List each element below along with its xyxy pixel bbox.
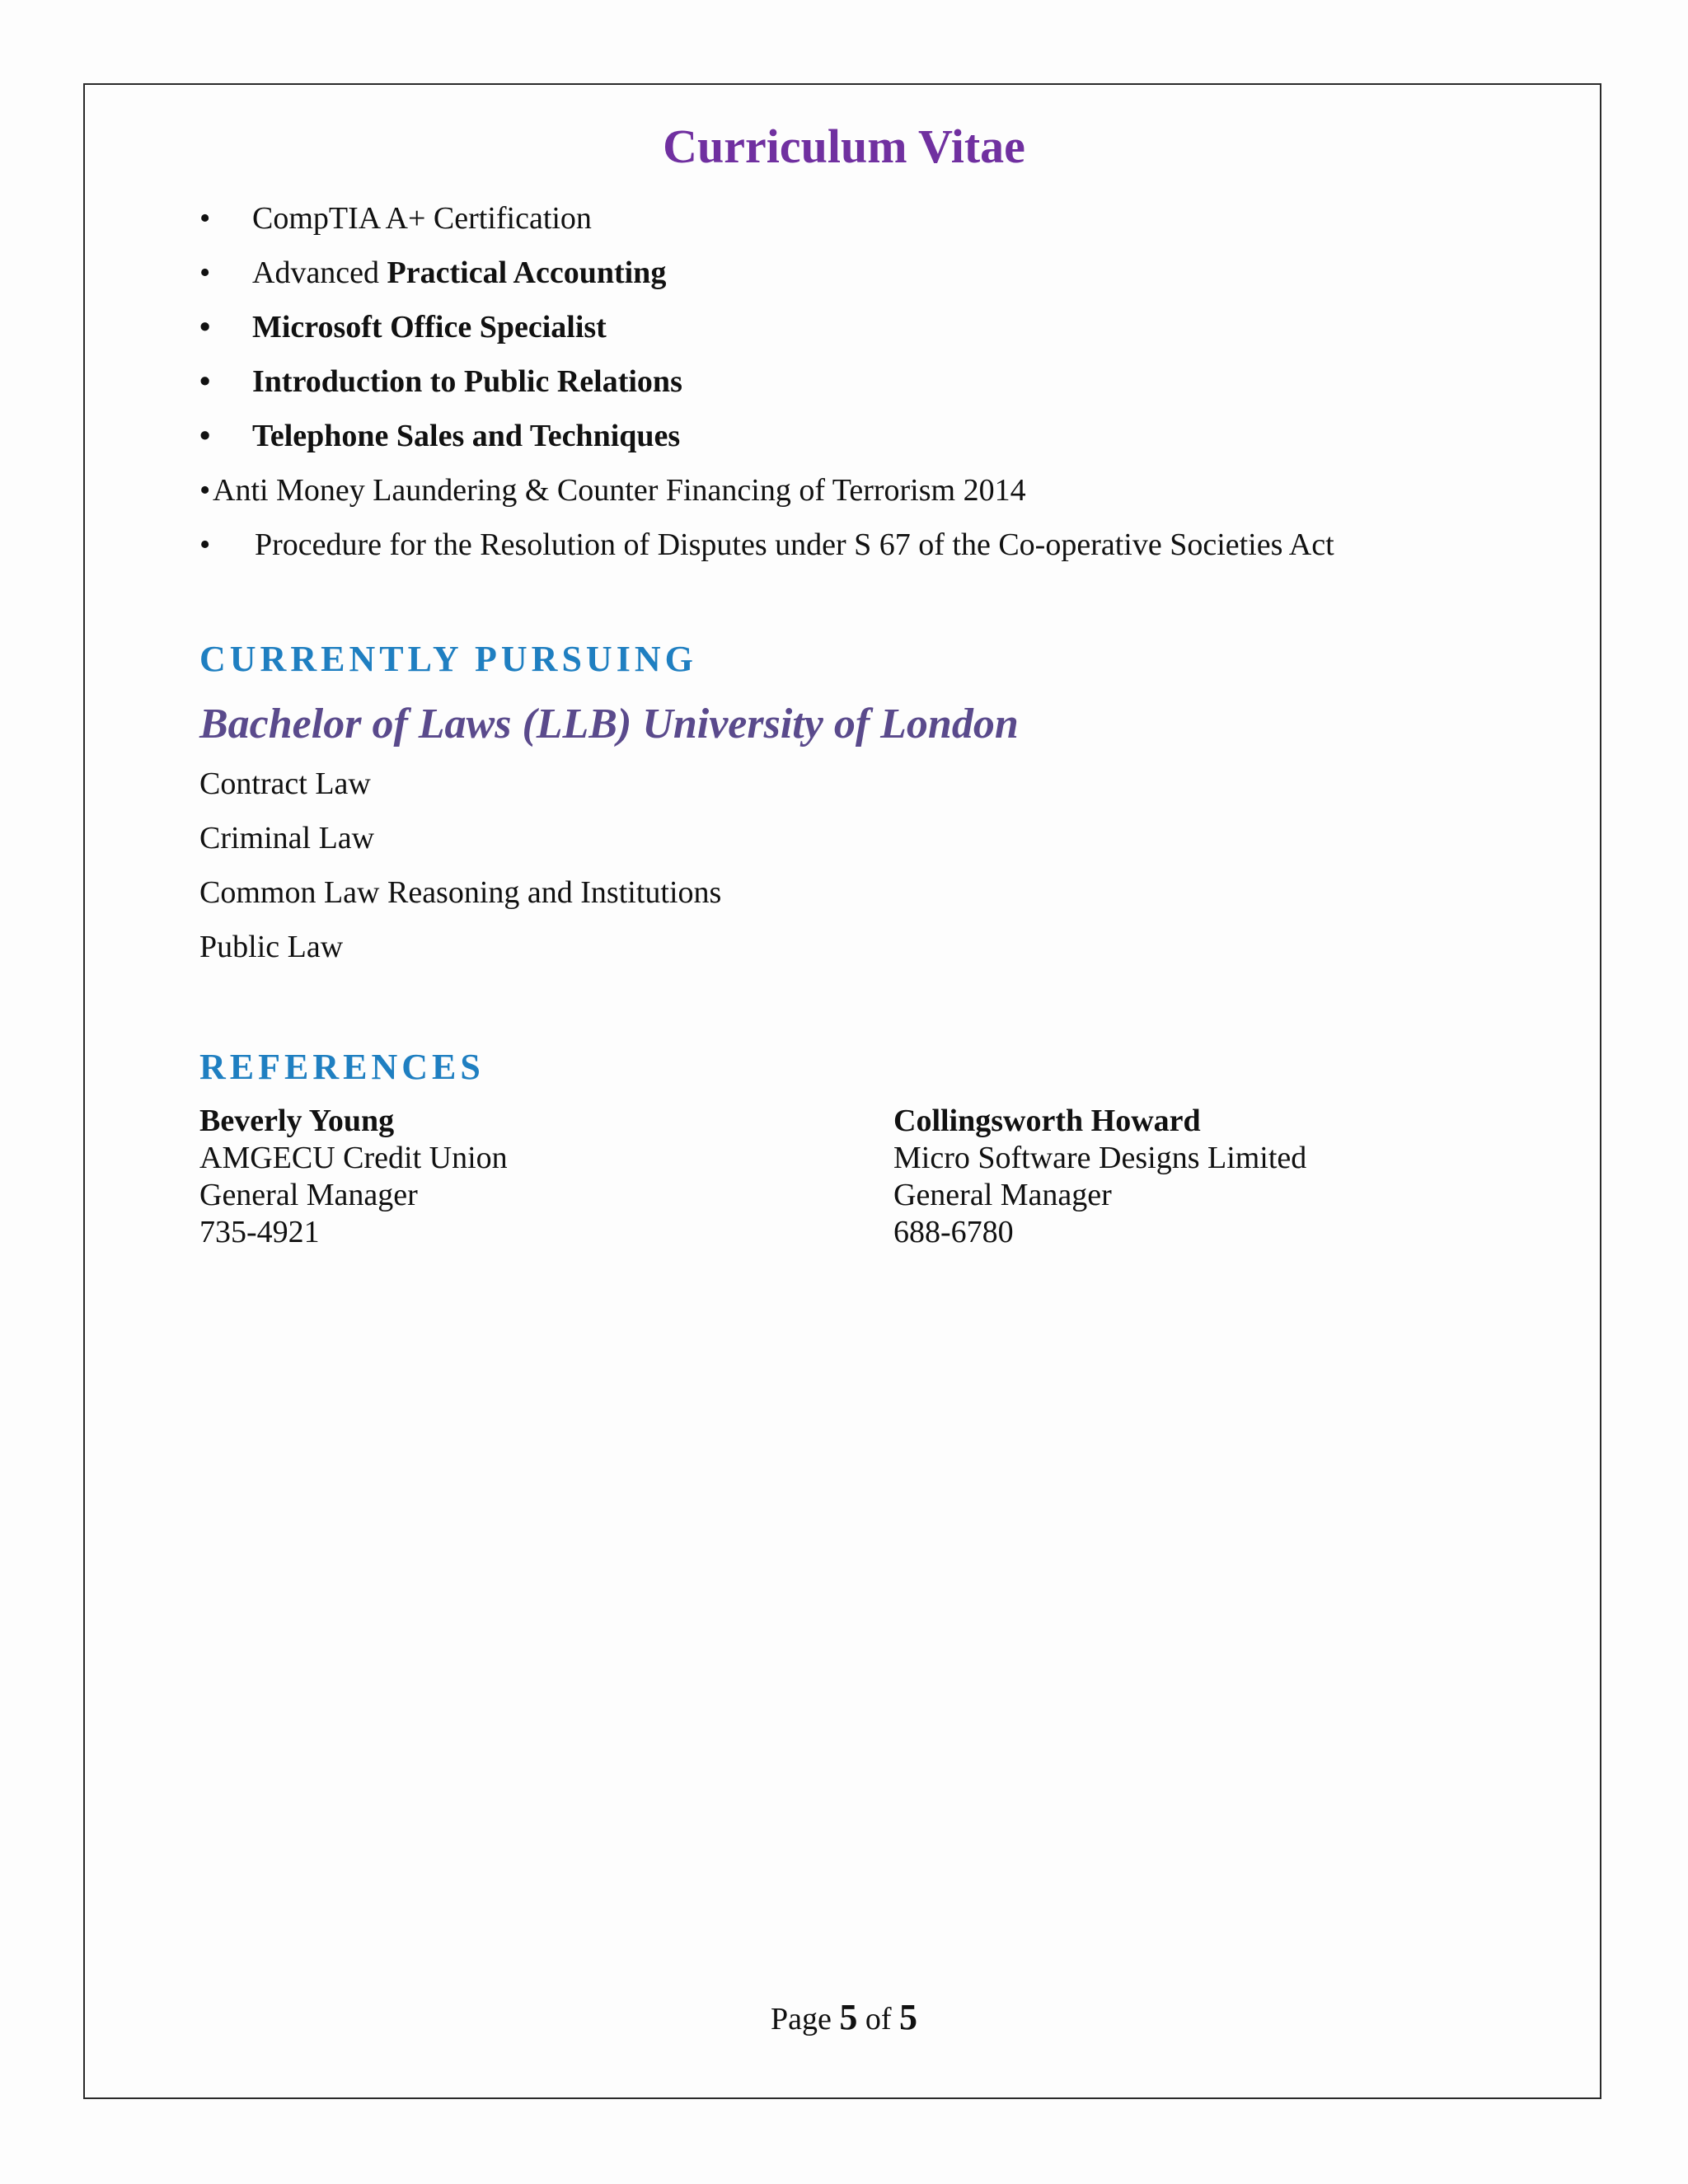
list-item-text: CompTIA A+ Certification — [252, 201, 592, 236]
list-item-text: Microsoft Office Specialist — [252, 310, 607, 344]
reference-name: Collingsworth Howard — [893, 1104, 1201, 1138]
reference-organization: AMGECU Credit Union — [199, 1141, 508, 1175]
course-item: Contract Law — [199, 766, 371, 801]
list-item-text: Practical Accounting — [387, 255, 667, 290]
list-item-text: Anti Money Laundering & Counter Financing of Terrorism 2014 — [213, 473, 1026, 508]
currently-pursuing-heading: CURRENTLY PURSUING — [199, 639, 697, 679]
list-item-text: Procedure for the Resolution of Disputes under S 67 of the Co-operative Societies Act — [255, 527, 1334, 562]
bullet-icon: • — [199, 527, 211, 562]
references-heading: REFERENCES — [199, 1047, 485, 1087]
bullet-icon: • — [199, 419, 211, 453]
course-item: Public Law — [199, 930, 344, 964]
document-title: Curriculum Vitae — [663, 120, 1025, 173]
reference-name: Beverly Young — [199, 1104, 395, 1138]
bullet-icon: • — [199, 201, 211, 236]
total-pages-number: 5 — [899, 1997, 918, 2037]
bullet-icon: • — [199, 473, 211, 508]
reference-organization: Micro Software Designs Limited — [893, 1141, 1307, 1175]
page-number-footer — [0, 1997, 1688, 2040]
reference-title: General Manager — [893, 1178, 1112, 1212]
reference-phone: 688-6780 — [893, 1215, 1014, 1249]
bullet-icon: • — [199, 255, 211, 290]
reference-card — [893, 1103, 1306, 1251]
degree-title: Bachelor of Laws (LLB) University of London — [199, 701, 1019, 748]
bullet-icon: • — [199, 364, 211, 399]
reference-card — [199, 1103, 508, 1251]
page-label: Page — [770, 2002, 840, 2036]
course-item: Common Law Reasoning and Institutions — [199, 875, 722, 910]
bullet-icon: • — [199, 310, 211, 344]
course-item: Criminal Law — [199, 821, 375, 855]
of-label: of — [857, 2002, 900, 2036]
reference-phone: 735-4921 — [199, 1215, 320, 1249]
reference-title: General Manager — [199, 1178, 418, 1212]
current-page-number: 5 — [839, 1997, 858, 2037]
list-item-text: Telephone Sales and Techniques — [252, 419, 681, 453]
list-item-text: Introduction to Public Relations — [252, 364, 682, 399]
list-item-prefix: Advanced — [252, 255, 387, 290]
